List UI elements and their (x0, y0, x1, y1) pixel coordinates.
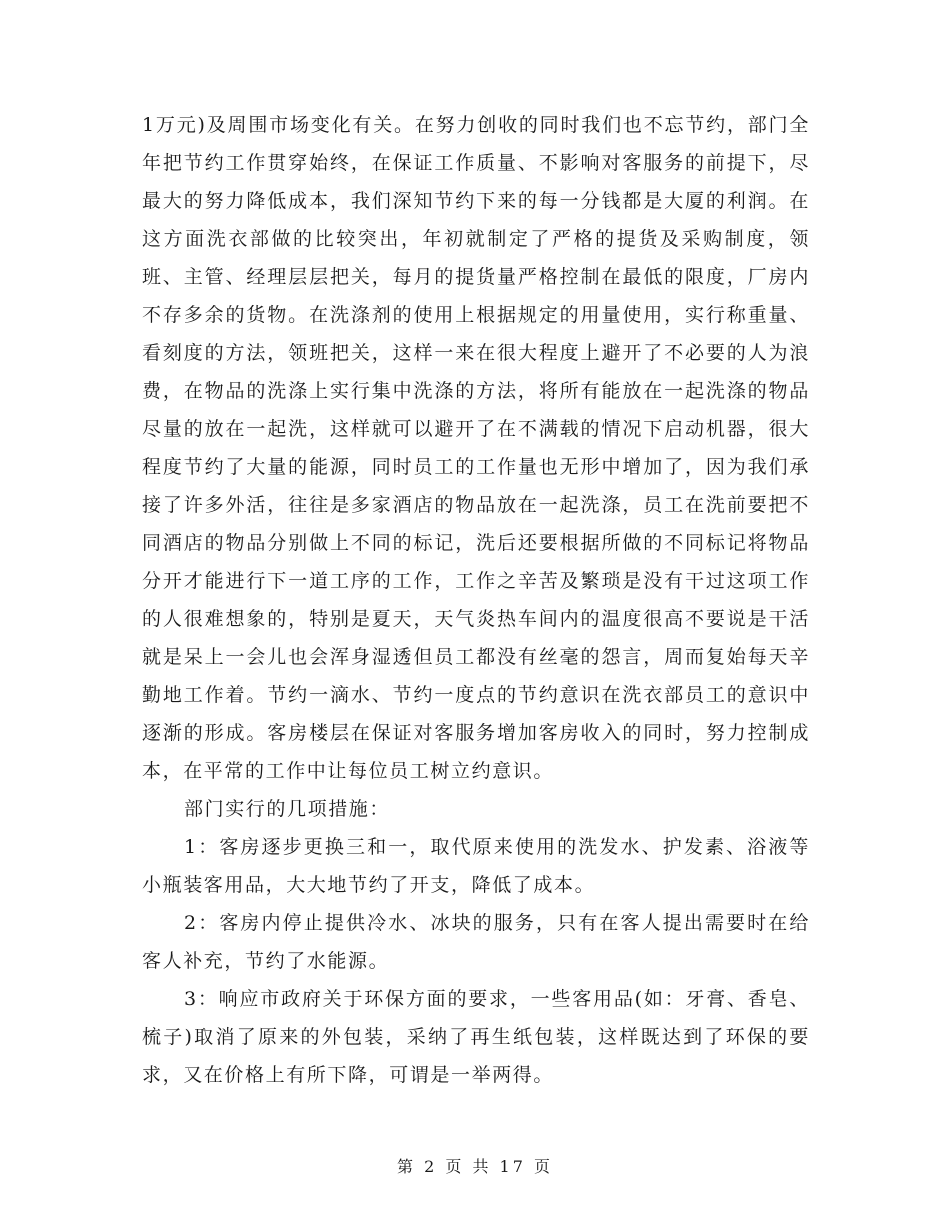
paragraph-measure-1: 1：客房逐步更换三和一，取代原来使用的洗发水、护发素、浴液等小瓶装客用品，大大地节约了开支，降低了成本。 (142, 836, 810, 896)
paragraph-savings-overview: 1万元)及周围市场变化有关。在努力创收的同时我们也不忘节约，部门全年把节约工作贯穿始终，在保证工作质量、不影响对客服务的前提下，尽最大的努力降低成本，我们深知节约下来的每一分钱都是大厦的利润。在这方面洗衣部做的比较突出，年初就制定了严格的提货及采购制度，领班、主管、经理层层把关，每月的提货量严格控制在最低的限度，厂房内不存多余的货物。在洗涤剂的使用上根据规定的用量使用，实行称重量、看刻度的方法，领班把关，这样一来在很大程度上避开了不必要的人为浪费，在物品的洗涤上实行集中洗涤的方法，将所有能放在一起洗涤的物品尽量的放在一起洗，这样就可以避开了在不满载的情况下启动机器，很大程度节约了大量的能源，同时员工的工作量也无形中增加了，因为我们承接了许多外活，往往是多家酒店的物品放在一起洗涤，员工在洗前要把不同酒店的物品分别做上不同的标记，洗后还要根据所做的不同标记将物品分开才能进行下一道工序的工作，工作之辛苦及繁琐是没有干过这项工作的人很难想象的，特别是夏天，天气炎热车间内的温度很高不要说是干活就是呆上一会儿也会浑身湿透但员工都没有丝毫的怨言，周而复始每天辛勤地工作着。节约一滴水、节约一度点的节约意识在洗衣部员工的意识中逐渐的形成。客房楼层在保证对客服务增加客房收入的同时，努力控制成本，在平常的工作中让每位员工树立约意识。 (142, 114, 810, 782)
document-body (142, 106, 810, 1094)
paragraph-measure-2: 2：客房内停止提供冷水、冰块的服务，只有在客人提出需要时在给客人补充，节约了水能源。 (142, 912, 810, 972)
paragraph-measures-heading: 部门实行的几项措施： (184, 798, 391, 820)
page-number-footer: 第 2 页 共 17 页 (397, 1157, 553, 1176)
paragraph-measure-3: 3：响应市政府关于环保方面的要求，一些客用品(如：牙膏、香皂、梳子)取消了原来的外包装，采纳了再生纸包装，这样既达到了环保的要求，又在价格上有所下降，可谓是一举两得。 (142, 988, 810, 1086)
